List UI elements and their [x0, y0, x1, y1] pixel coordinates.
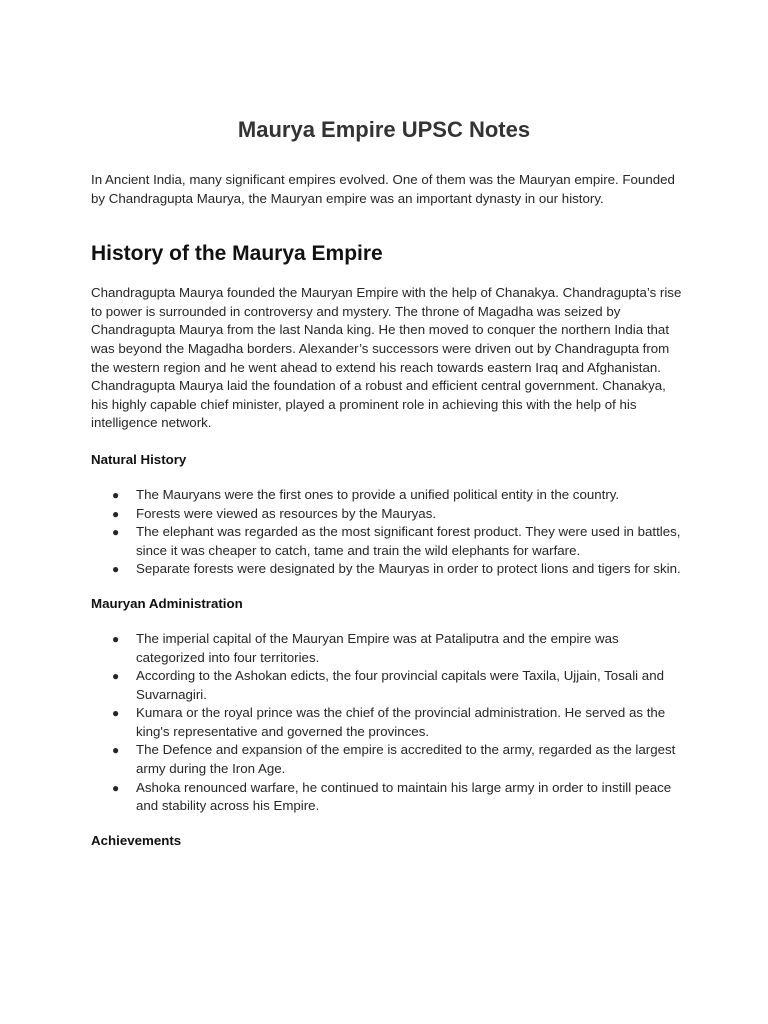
bullet-icon: ●: [112, 506, 120, 521]
list-item-text: The Mauryans were the first ones to provide a unified political entity in the country.: [136, 486, 620, 502]
bullet-icon: ●: [112, 525, 120, 540]
list-item-text: According to the Ashokan edicts, the four provincial capitals were Taxila, Ujjain, Tosali and Suvarnagiri.: [136, 668, 664, 702]
list-item-text: Separate forests were designated by the Mauryas in order to protect lions and tigers for skin.: [136, 561, 681, 577]
bullet-icon: ●: [112, 780, 120, 795]
bullet-icon: ●: [112, 487, 120, 502]
bullet-icon: ●: [112, 631, 120, 646]
list-item: [91, 523, 683, 560]
bullet-icon: ●: [112, 706, 120, 721]
achievements-heading: Achievements: [91, 832, 182, 848]
list-item: [91, 630, 683, 667]
list-item: [91, 779, 683, 816]
page-title: Maurya Empire UPSC Notes: [237, 117, 531, 142]
natural-history-list: [91, 486, 683, 579]
list-item-text: The imperial capital of the Mauryan Empire was at Pataliputra and the empire was categorized into four territories.: [136, 630, 619, 665]
list-item: [91, 560, 683, 579]
intro-paragraph: In Ancient India, many significant empires evolved. One of them was the Mauryan empire. Founded by Chandragupta Maurya, the Mauryan empire was an important dynasty in our history.: [91, 172, 675, 206]
natural-history-heading: Natural History: [91, 451, 187, 467]
list-item-text: The elephant was regarded as the most significant forest product. They were used in battles, since it was cheaper to catch, tame and train the wild elephants for warfare.: [136, 524, 681, 558]
list-item-text: Forests were viewed as resources by the Mauryas.: [136, 505, 437, 521]
list-item-text: The Defence and expansion of the empire is accredited to the army, regarded as the largest army during the Iron Age.: [136, 742, 676, 777]
administration-list: [91, 630, 683, 816]
list-item: [91, 667, 683, 704]
document-body: [91, 171, 683, 850]
list-item: [91, 505, 683, 524]
history-heading: History of the Maurya Empire: [91, 242, 383, 266]
list-item: [91, 486, 683, 505]
history-paragraph: Chandragupta Maurya founded the Mauryan Empire with the help of Chanakya. Chandragupta’s rise to power is surrounded in controversy and mystery. The throne of Magadha was seized by Chandragupta Maurya from the last Nanda king. He then moved to conquer the northern India that was beyond the Magadha borders. Alexander’s successors were driven out by Chandragupta from the western region and he went ahead to extend his reach towards eastern Iraq and Afghanistan. Chandragupta Maurya laid the foundation of a robust and efficient central government. Chanakya, his highly capable chief minister, played a prominent role in achieving this with the help of his intelligence network.: [91, 285, 682, 431]
list-item-text: Kumara or the royal prince was the chief of the provincial administration. He served as the king's representative and governed the provinces.: [136, 705, 666, 739]
administration-heading: Mauryan Administration: [91, 595, 243, 611]
bullet-icon: ●: [112, 562, 120, 577]
list-item: [91, 704, 683, 741]
list-item: [91, 741, 683, 778]
bullet-icon: ●: [112, 743, 120, 758]
list-item-text: Ashoka renounced warfare, he continued to maintain his large army in order to instill peace and stability across his Empire.: [136, 779, 672, 814]
bullet-icon: ●: [112, 669, 120, 684]
